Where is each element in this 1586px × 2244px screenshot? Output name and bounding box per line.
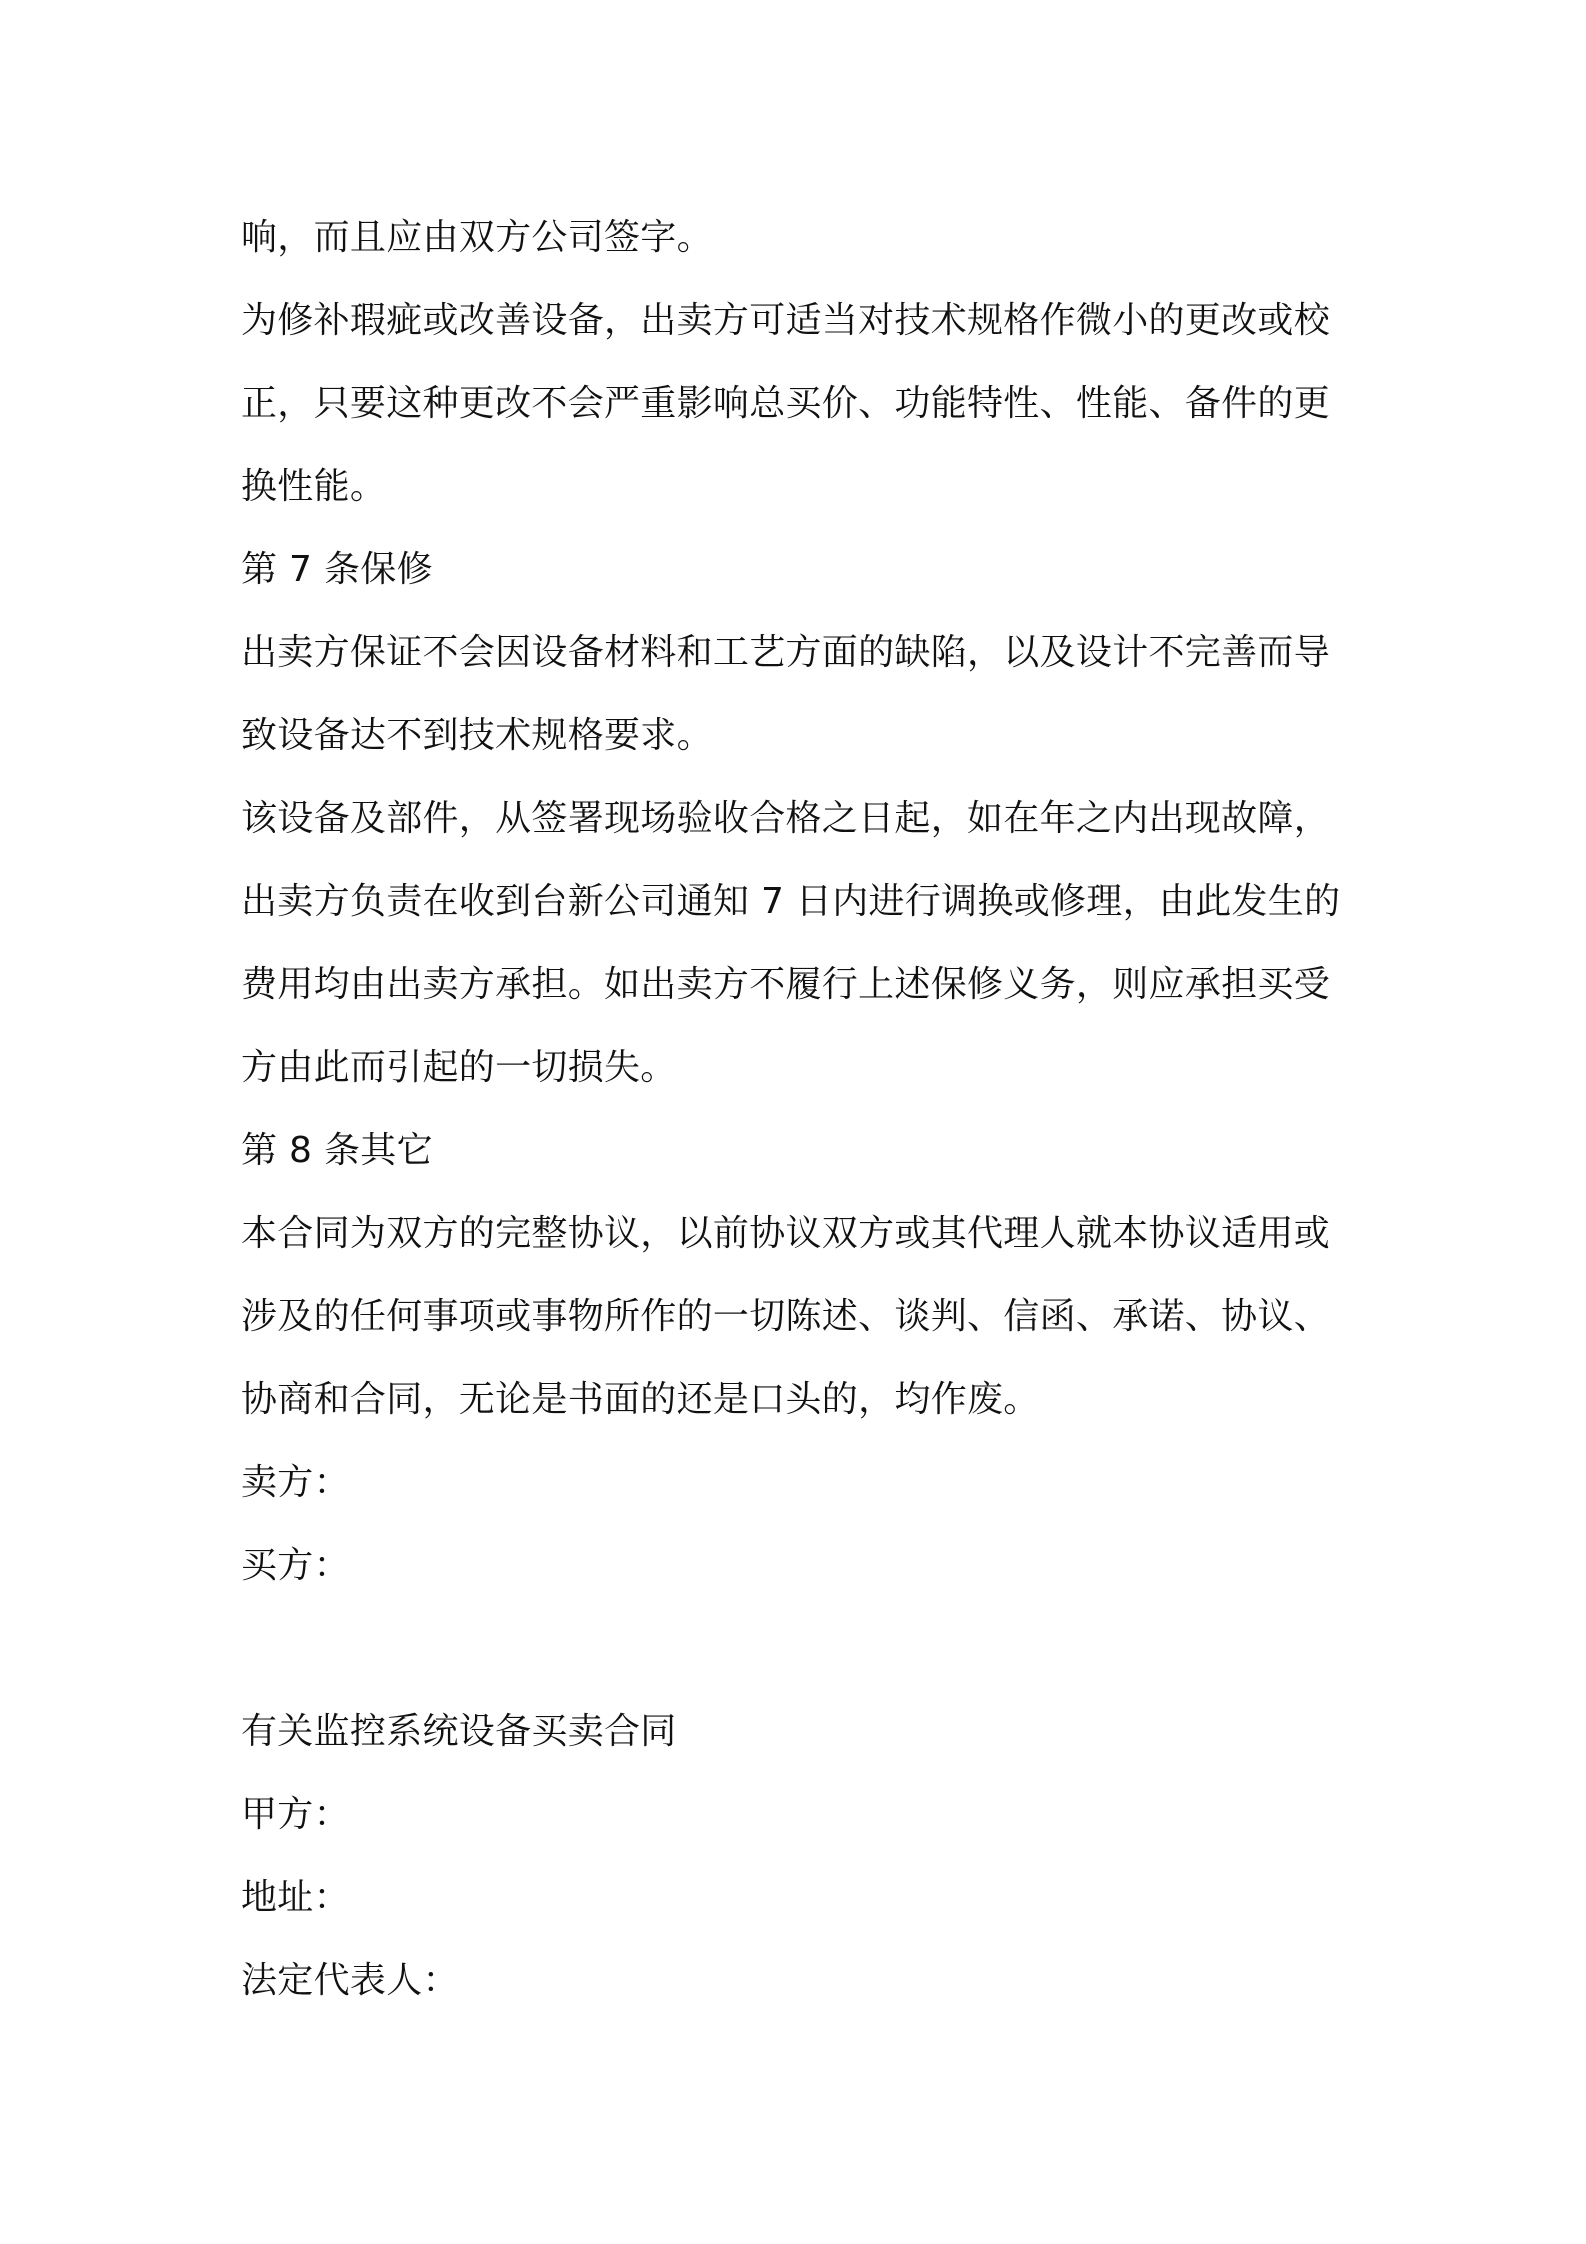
text-line: 该设备及部件，从签署现场验收合格之日起，如在年之内出现故障， — [241, 798, 1331, 839]
buyer-label: 买方： — [241, 1545, 350, 1586]
section-heading-warranty: 第 7 条保修 — [241, 549, 433, 590]
text-line: 出卖方负责在收到台新公司通知 7 日内进行调换或修理，由此发生的 — [241, 881, 1341, 922]
text-line: 响，而且应由双方公司签字。 — [241, 217, 713, 258]
text-line: 涉及的任何事项或事物所作的一切陈述、谈判、信函、承诺、协议、 — [241, 1296, 1331, 1337]
text-line: 正，只要这种更改不会严重影响总买价、功能特性、性能、备件的更 — [241, 383, 1331, 424]
text-line: 致设备达不到技术规格要求。 — [241, 715, 713, 756]
text-line: 为修补瑕疵或改善设备，出卖方可适当对技术规格作微小的更改或校 — [241, 300, 1331, 341]
text-line: 费用均由出卖方承担。如出卖方不履行上述保修义务，则应承担买受 — [241, 964, 1331, 1005]
document-body — [241, 196, 1361, 2022]
text-line: 本合同为双方的完整协议，以前协议双方或其代理人就本协议适用或 — [241, 1213, 1331, 1254]
text-line: 换性能。 — [241, 466, 387, 507]
section-heading-other: 第 8 条其它 — [241, 1130, 433, 1171]
blank-gap — [241, 1607, 1361, 1690]
text-line: 协商和合同，无论是书面的还是口头的，均作废。 — [241, 1379, 1040, 1420]
contract-title: 有关监控系统设备买卖合同 — [241, 1711, 677, 1752]
address-label: 地址： — [241, 1877, 350, 1918]
text-line: 方由此而引起的一切损失。 — [241, 1047, 677, 1088]
legal-rep-label: 法定代表人： — [241, 1960, 459, 2001]
party-a-label: 甲方： — [241, 1794, 350, 1835]
seller-label: 卖方： — [241, 1462, 350, 1503]
text-line: 出卖方保证不会因设备材料和工艺方面的缺陷，以及设计不完善而导 — [241, 632, 1331, 673]
